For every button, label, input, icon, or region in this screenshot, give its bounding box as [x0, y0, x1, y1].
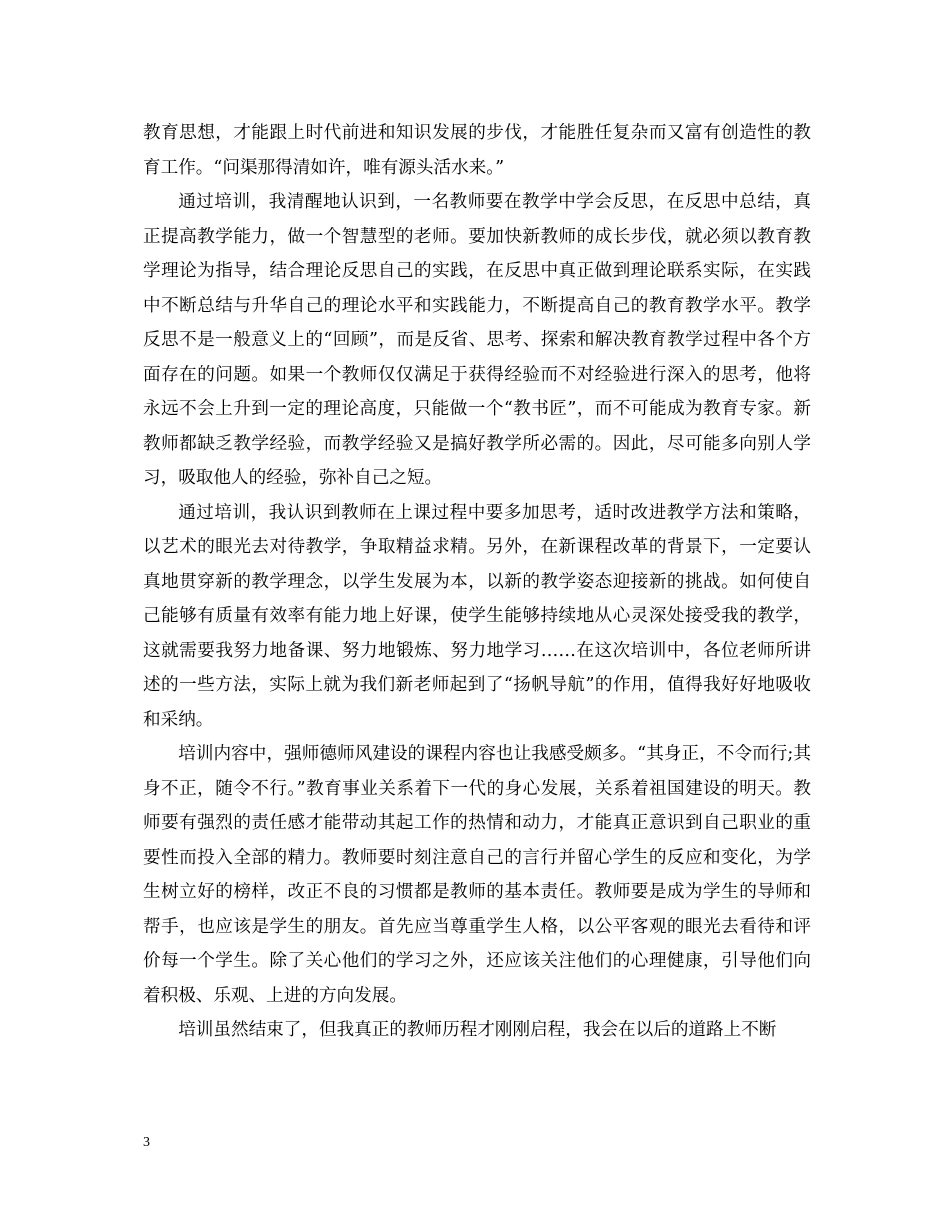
paragraph: 通过培训，我认识到教师在上课过程中要多加思考，适时改进教学方法和策略，以艺术的眼光去对待教学，争取精益求精。另外，在新课程改革的背景下，一定要认真地贯穿新的教学理念，以学生发展为本，以新的教学姿态迎接新的挑战。如何使自己能够有质量有效率有能力地上好课，使学生能够持续地从心灵深处接受我的教学，这就需要我努力地备课、努力地锻炼、努力地学习……在这次培训中，各位老师所讲述的一些方法，实际上就为我们新老师起到了“扬帆导航”的作用，值得我好好地吸收和采纳。 — [143, 502, 811, 730]
paragraph: 培训虽然结束了，但我真正的教师历程才刚刚启程，我会在以后的道路上不断 — [178, 1020, 777, 1040]
document-body — [143, 116, 811, 1048]
page-number: 3 — [143, 1135, 150, 1150]
paragraph: 教育思想，才能跟上时代前进和知识发展的步伐，才能胜任复杂而又富有创造性的教育工作。“问渠那得清如许，唯有源头活水来。” — [143, 123, 811, 178]
paragraph: 培训内容中，强师德师风建设的课程内容也让我感受颇多。“其身正，不令而行;其身不正，随令不行。”教育事业关系着下一代的身心发展，关系着祖国建设的明天。教师要有强烈的责任感才能带动其起工作的热情和动力，才能真正意识到自己职业的重要性而投入全部的精力。教师要时刻注意自己的言行并留心学生的反应和变化，为学生树立好的榜样，改正不良的习惯都是教师的基本责任。教师要是成为学生的导师和帮手，也应该是学生的朋友。首先应当尊重学生人格，以公平客观的眼光去看待和评价每一个学生。除了关心他们的学习之外，还应该关注他们的心理健康，引导他们向着积极、乐观、上进的方向发展。 — [143, 744, 811, 1006]
paragraph: 通过培训，我清醒地认识到，一名教师要在教学中学会反思，在反思中总结，真正提高教学能力，做一个智慧型的老师。要加快新教师的成长步伐，就必须以教育教学理论为指导，结合理论反思自己的实践，在反思中真正做到理论联系实际，在实践中不断总结与升华自己的理论水平和实践能力，不断提高自己的教育教学水平。教学反思不是一般意义上的“回顾”，而是反省、思考、探索和解决教育教学过程中各个方面存在的问题。如果一个教师仅仅满足于获得经验而不对经验进行深入的思考，他将永远不会上升到一定的理论高度，只能做一个“教书匠”，而不可能成为教育专家。新教师都缺乏教学经验，而教学经验又是搞好教学所必需的。因此，尽可能多向别人学习，吸取他人的经验，弥补自己之短。 — [143, 192, 811, 488]
